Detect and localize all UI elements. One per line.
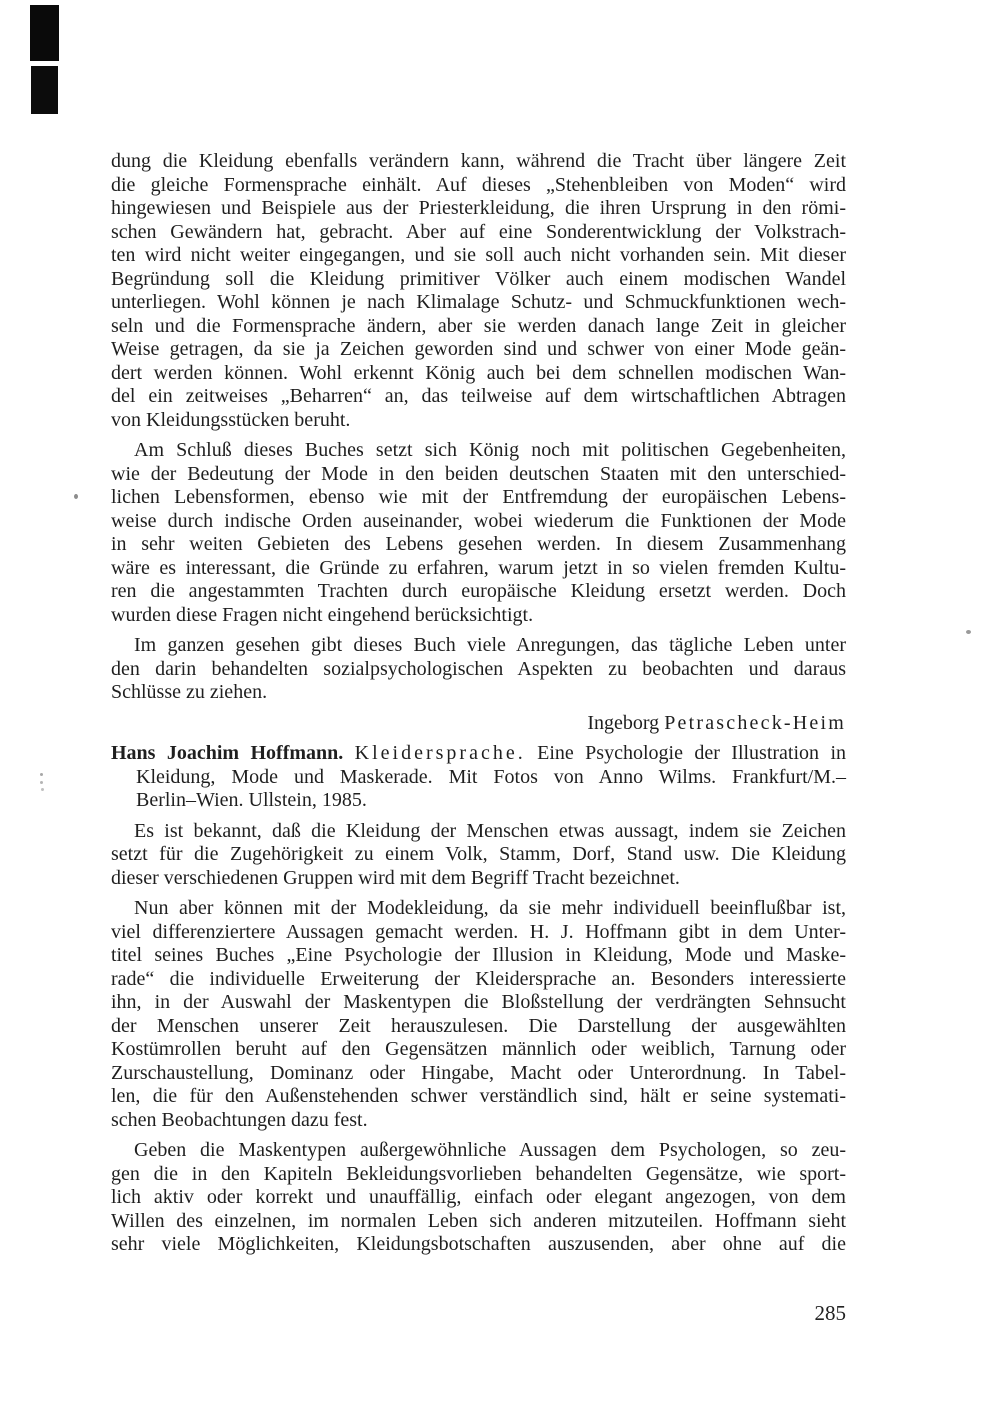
text-line	[111, 221, 846, 245]
text-segment: del ein zeitweises „Beharren“ an, das teilweise auf dem wirtschaftlichen Abtragen	[111, 385, 846, 407]
continuation-paragraph-koenig-review	[111, 150, 846, 432]
text-line	[111, 681, 846, 705]
text-segment: der Menschen unserer Zeit herauszulesen. Die Darstellung der ausgewählten	[111, 1014, 846, 1037]
paragraph-am-schluss	[111, 439, 846, 627]
scan-speck	[40, 773, 43, 776]
text-line	[111, 268, 846, 292]
text-segment: viel differenziertere Aussagen gemacht werden. H. J. Hoffmann gibt in dem Unter-	[111, 920, 846, 943]
text-line	[111, 789, 846, 813]
text-line	[111, 968, 846, 992]
text-line	[111, 197, 846, 221]
text-segment: unterliegen. Wohl können je nach Klimalage Schutz- und Schmuckfunktionen wech-	[111, 291, 846, 313]
text-segment: dieser verschiedenen Gruppen wird mit dem Begriff Tracht bezeichnet.	[111, 866, 680, 889]
text-segment: Nun aber können mit der Modekleidung, da sie mehr individuell beeinflußbar ist,	[134, 897, 846, 919]
text-segment-bold: Hans Joachim Hoffmann.	[111, 742, 344, 764]
text-segment: wurden diese Fragen nicht eingehend berücksichtigt.	[111, 603, 534, 626]
scan-speck	[74, 494, 78, 499]
scan-artifact-bar	[31, 66, 58, 114]
text-line	[111, 291, 846, 315]
text-line	[111, 385, 846, 409]
text-line	[111, 897, 846, 921]
text-line	[111, 557, 846, 581]
text-line	[111, 742, 846, 766]
text-segment: titel seines Buches „Eine Psychologie der Illusion in Kleidung, Mode und Maske-	[111, 944, 846, 966]
text-segment: den darin behandelten sozialpsychologischen Aspekten zu beobachten und daraus	[111, 657, 846, 680]
text-segment: hingewiesen und Beispiele aus der Priesterkleidung, die ihren Ursprung in den römi-	[111, 197, 846, 219]
text-segment: ihn, in der Auswahl der Maskentypen die Bloßstellung der verdrängten Sehnsucht	[111, 991, 846, 1013]
text-segment: schen Beobachtungen dazu fest.	[111, 1108, 368, 1131]
text-line	[111, 1015, 846, 1039]
text-line	[111, 634, 846, 658]
text-segment: dert werden können. Wohl erkennt König auch bei dem schnellen modischen Wan-	[111, 361, 846, 384]
text-line	[111, 604, 846, 628]
text-line	[111, 1062, 846, 1086]
text-line	[111, 409, 846, 433]
text-line	[111, 712, 846, 736]
text-segment: Es ist bekannt, daß die Kleidung der Menschen etwas aussagt, indem sie Zeichen	[134, 819, 846, 842]
text-segment: len, die für den Außenstehenden schwer verständlich sind, hält er seine systemati-	[111, 1085, 846, 1107]
text-line	[111, 533, 846, 557]
text-segment-sperr: Petrascheck-Heim	[664, 711, 846, 734]
text-line	[111, 766, 846, 790]
text-line	[111, 658, 846, 682]
text-segment: weise durch indische Orden auseinander, wobei wiederum die Funktionen der Mode	[111, 509, 846, 532]
text-block	[111, 150, 846, 1257]
scan-artifact-bar	[30, 5, 59, 61]
text-segment-sperr: Kleidersprache.	[354, 742, 526, 764]
paragraph-im-ganzen	[111, 634, 846, 705]
text-line	[111, 1139, 846, 1163]
text-line	[111, 867, 846, 891]
text-segment: dung die Kleidung ebenfalls verändern kann, während die Tracht über längere Zeit	[111, 150, 846, 172]
text-line	[111, 843, 846, 867]
text-line	[111, 921, 846, 945]
paragraph-es-ist-bekannt	[111, 820, 846, 891]
text-line	[111, 1210, 846, 1234]
text-segment: gen die in den Kapiteln Bekleidungsvorlieben behandelten Gegensätze, wie sport-	[111, 1162, 846, 1185]
text-segment: rade“ die individuelle Erweiterung der Kleidersprache an. Besonders interessierte	[111, 967, 846, 990]
text-line	[111, 338, 846, 362]
text-segment: Zurschaustellung, Dominanz oder Hingabe, Macht oder Unterordnung. In Tabel-	[111, 1061, 846, 1084]
text-segment: Eine Psychologie der Illustration in	[525, 742, 847, 764]
text-line	[111, 244, 846, 268]
text-segment: sehr viele Möglichkeiten, Kleidungsbotschaften auszusenden, aber ohne auf die	[111, 1233, 846, 1255]
text-line	[111, 1163, 846, 1187]
text-segment: setzt für die Zugehörigkeit zu einem Volk, Stamm, Dorf, Stand usw. Die Kleidung	[111, 843, 846, 865]
text-segment: seln und die Formensprache ändern, aber sie werden danach lange Zeit in gleicher	[111, 314, 846, 337]
text-line	[111, 1109, 846, 1133]
text-segment: Ingeborg	[587, 711, 665, 734]
text-segment: in sehr weiten Gebieten des Lebens gesehen werden. In diesem Zusammenhang	[111, 533, 846, 555]
text-line	[111, 315, 846, 339]
paragraph-geben-die	[111, 1139, 846, 1257]
signature	[111, 712, 846, 736]
text-segment: wie der Bedeutung der Mode in den beiden deutschen Staaten mit den unterschied-	[111, 462, 846, 485]
reference-heading	[111, 742, 846, 813]
text-line	[111, 174, 846, 198]
text-segment: Weise getragen, da sie ja Zeichen geworden sind und schwer von einer Mode geän-	[111, 338, 846, 360]
text-line	[111, 1233, 846, 1257]
text-line	[111, 991, 846, 1015]
text-segment: die gleiche Formensprache einhält. Auf dieses „Stehenbleiben von Moden“ wird	[111, 173, 846, 196]
text-segment: wäre es interessant, die Gründe zu erfahren, warum jetzt in so vielen fremden Kultu-	[111, 556, 846, 579]
text-segment: lich aktiv oder korrekt und unauffällig, einfach oder elegant angezogen, von dem	[111, 1186, 846, 1208]
text-line	[111, 486, 846, 510]
text-segment: Willen des einzelnen, im normalen Leben sich anderen mitzuteilen. Hoffmann sieht	[111, 1209, 846, 1232]
text-line	[111, 1186, 846, 1210]
text-segment: Im ganzen gesehen gibt dieses Buch viele Anregungen, das tägliche Leben unter	[134, 634, 846, 656]
text-segment	[343, 742, 354, 764]
text-segment: schen Gewändern hat, gebracht. Aber auf eine Sonderentwicklung der Volkstrach-	[111, 220, 846, 243]
text-line	[111, 362, 846, 386]
text-line	[111, 580, 846, 604]
text-segment: Geben die Maskentypen außergewöhnliche Aussagen dem Psychologen, so zeu-	[134, 1139, 846, 1161]
text-line	[111, 439, 846, 463]
text-segment: ten wird nicht weiter eingegangen, und sie soll auch nicht vorhanden sein. Mit dieser	[111, 244, 846, 266]
page-number: 285	[814, 1301, 846, 1325]
text-segment: ren die angestammten Trachten durch europäische Kleidung ersetzt werden. Doch	[111, 580, 846, 602]
text-line	[111, 1038, 846, 1062]
text-line	[111, 150, 846, 174]
text-line	[111, 510, 846, 534]
text-segment: Berlin–Wien. Ullstein, 1985.	[136, 789, 367, 811]
text-segment: Schlüsse zu ziehen.	[111, 681, 268, 703]
text-line	[111, 944, 846, 968]
text-segment: Am Schluß dieses Buches setzt sich König noch mit politischen Gegebenheiten,	[134, 439, 846, 461]
scan-speck	[966, 630, 971, 634]
text-segment: lichen Lebensformen, ebenso wie mit der Entfremdung der europäischen Lebens-	[111, 486, 846, 508]
paragraph-nun-aber	[111, 897, 846, 1132]
text-line	[111, 820, 846, 844]
text-segment: Kleidung, Mode und Maskerade. Mit Fotos von Anno Wilms. Frankfurt/M.–	[136, 765, 846, 788]
text-segment: Begründung soll die Kleidung primitiver Völker auch einem modischen Wandel	[111, 267, 846, 290]
text-line	[111, 463, 846, 487]
text-line	[111, 1085, 846, 1109]
text-segment: Kostümrollen beruht auf den Gegensätzen männlich oder weiblich, Tarnung oder	[111, 1038, 846, 1060]
text-segment: von Kleidungsstücken beruht.	[111, 408, 351, 431]
